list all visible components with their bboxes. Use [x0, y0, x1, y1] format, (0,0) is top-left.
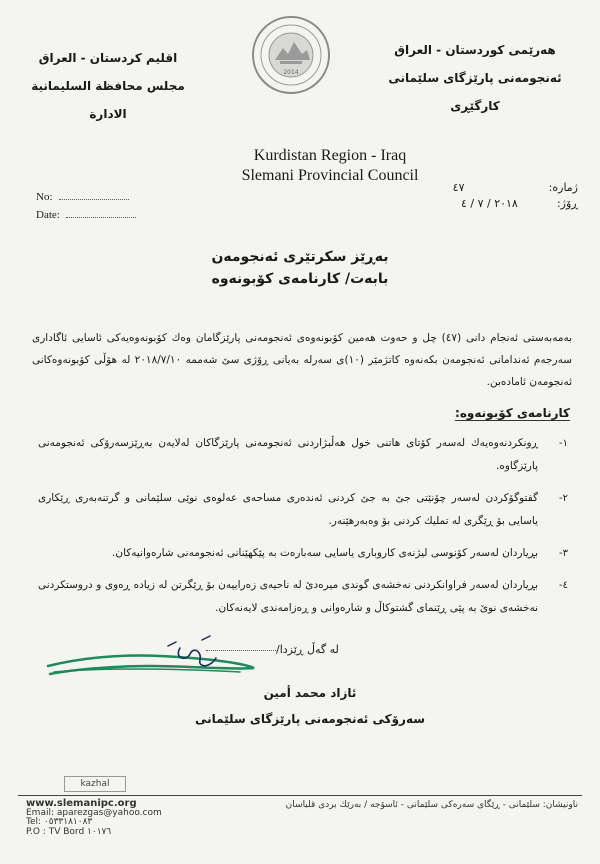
agenda-item-number: ١-	[559, 438, 568, 449]
signer-name: ئازاد محمد أمین	[263, 686, 357, 700]
body-paragraph: بەمەبەستی ئەنجام دانی (٤٧) چل و حەوت هەمین كۆبونەوەی ئەنجومەنی پارێزگامان وەك كۆبونەوەیەكی ئاسایی ئاگاداری سەرجەم ئەندامانی ئەنجومەن بكەنەوە كاتژمێر (١٠)ی سەرلە بەیانی ڕۆژی سێ شەممە ٢٠١٨/٧/١٠ لە هۆڵی كۆبونەوەكانی ئەنجومەن ئامادەبن.	[32, 332, 573, 388]
signer-title: سەرۆكی ئەنجومەنی پارێزگای سلێمانی	[194, 712, 426, 726]
footer-pobox: P.O : TV Bord ١٠١٧٦	[26, 826, 112, 837]
footer-phone: Tel: ٠٥٣٣١٨١٠٨٣	[26, 817, 93, 827]
arabic-header-line-admin: الادارة	[89, 107, 127, 121]
regards-text: لە گەڵ ڕێزدا/	[276, 643, 339, 656]
agenda-item	[38, 487, 568, 533]
english-number-date	[36, 188, 136, 224]
agenda-title: كارنامەی كۆبونەوە:	[455, 406, 570, 420]
arabic-header-line-council: مجلس محافظة السليمانية	[31, 79, 185, 93]
footer-divider	[18, 795, 582, 796]
kurdish-header	[380, 36, 570, 120]
footer-website[interactable]: www.slemanipc.org	[26, 798, 137, 809]
kurdish-date-label: ڕۆژ:	[556, 197, 578, 210]
kurdish-number-date	[453, 180, 578, 212]
kurdish-date-value: ٢٠١٨ / ٧ / ٤	[460, 197, 518, 210]
agenda-item	[38, 432, 568, 478]
subject-line: بابەت/ كارنامەی كۆبونەوە	[211, 271, 389, 287]
agenda-item	[38, 574, 568, 620]
addressee-block	[0, 246, 600, 290]
kurdish-no-value: ٤٧	[452, 181, 465, 194]
agenda-item-text: ڕونكردنەوەیەك لەسەر كۆتای هاتنی خول هەڵبژاردنی ئەنجومەنی پارێزگاكان لەلایەن بەڕێزسەرۆكی ئەنجومەنی پارێزگاوە.	[38, 437, 538, 472]
council-seal-icon	[250, 14, 332, 96]
agenda-item-number: ٣-	[559, 548, 568, 559]
signer-block	[0, 680, 600, 732]
agenda-item-text: گفتوگۆكردن لەسەر چۆنێتی جێ بە جێ كردنی ئەندەری مساحەی عەلوەی نوێی سلێمانی و گرتنەبەری ڕێكاری یاسایی بۆ ڕێگری لە تملیك كردنی بۆ وەبەرهێنەر.	[38, 492, 538, 527]
kurdish-header-line-region: هەرێمی كوردستان - العراق	[394, 43, 556, 57]
seal-year: 2014	[283, 69, 299, 76]
kurdish-header-line-council: ئەنجومەنی پارێزگای سلێمانی	[388, 71, 562, 85]
arabic-header	[28, 44, 188, 128]
english-subtitle: Slemani Provincial Council	[241, 167, 419, 184]
agenda-item-number: ٢-	[559, 493, 568, 504]
addressee-line: بەڕێز سكرتێری ئەنجومەن	[211, 249, 389, 265]
footer-contact	[26, 799, 162, 837]
agenda-item	[38, 542, 568, 565]
kurdish-no-label: ژمارە:	[548, 181, 578, 194]
agenda-item-text: بڕیاردان لەسەر كۆنوسی لیژنەی كاروباری یاسایی سەبارەت بە پێكهێنانی ئەنجومەنی شارەوانیەكان.	[112, 547, 538, 559]
english-no-label: No:	[36, 191, 53, 203]
english-date-label: Date:	[36, 209, 60, 221]
kurdish-header-line-admin: كارگێڕی	[450, 99, 500, 113]
footer-email[interactable]: Email: aparezgas@yahoo.com	[26, 807, 162, 818]
agenda-item-number: ٤-	[559, 580, 568, 591]
kazhal-stamp: kazhal	[64, 776, 126, 792]
agenda-list	[38, 432, 568, 629]
english-title: Kurdistan Region - Iraq	[253, 147, 407, 164]
footer-address: ناونیشان: سلێمانی - ڕێگای سەرەكی سلێمانی - ئاسۆجە / بەرێك بردی قلیاسان	[285, 800, 578, 810]
arabic-header-line-region: اقليم كردستان - العراق	[38, 51, 178, 65]
agenda-item-text: بڕیاردان لەسەر فراوانكردنی نەخشەی گوندی میرەدێ لە ناحیەی زەراییەن بۆ ڕێگرتن لە زیادە ڕەوی و دروستكردنی نەخشەی نوێ بە پێی ڕێنمای گشتوكاڵ و شارەوانی و ڕەزامەندی لایەنەكان.	[38, 579, 538, 614]
